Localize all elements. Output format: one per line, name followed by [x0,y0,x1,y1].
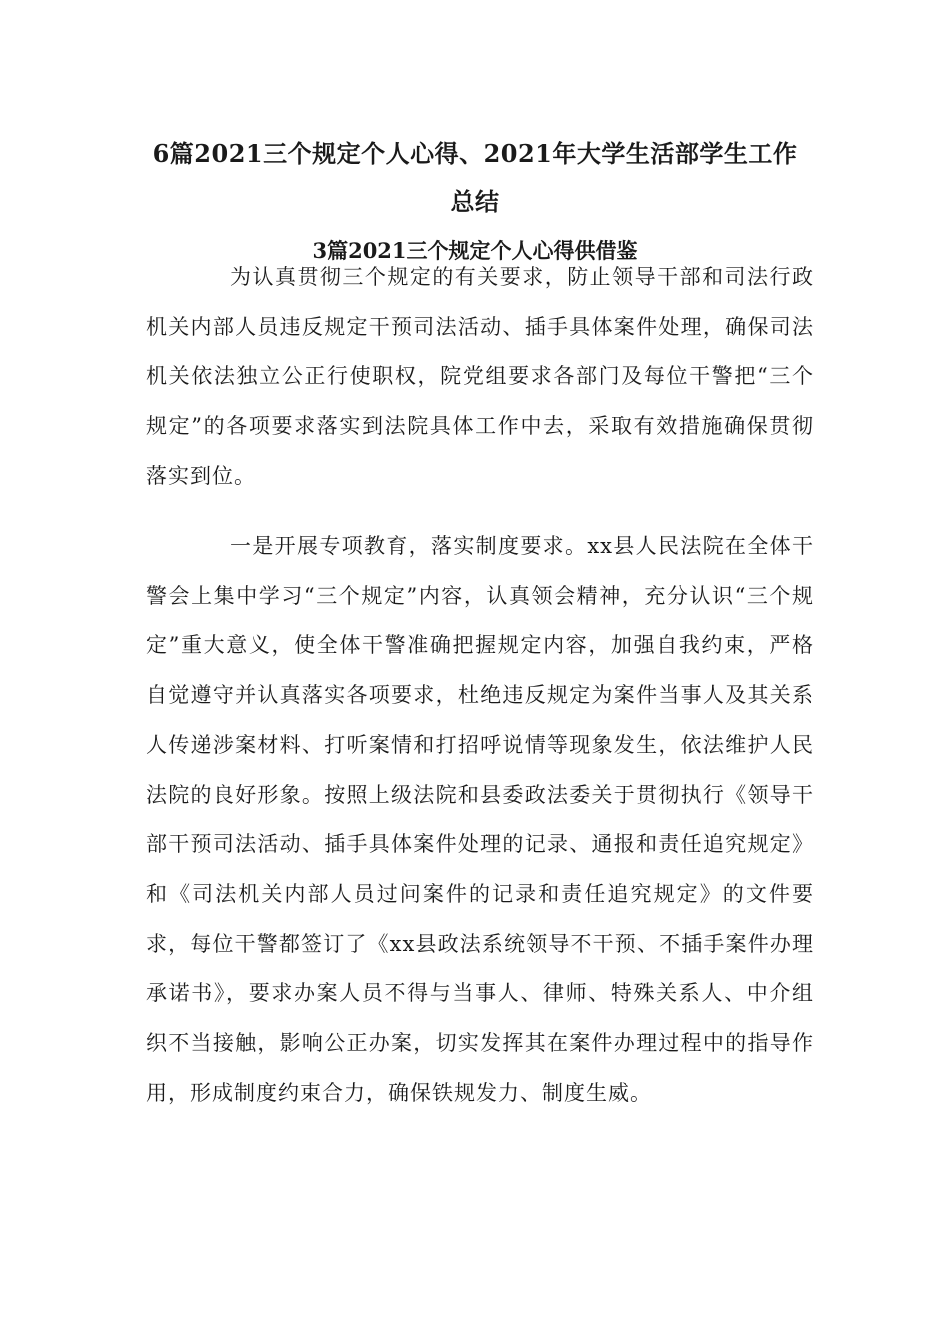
body-paragraph-2: 一是开展专项教育，落实制度要求。xx县人民法院在全体干警会上集中学习“三个规定”内容，认真领会精神，充分认识“三个规定”重大意义，使全体干警准确把握规定内容，加强自我约束，严格自觉遵守并认真落实各项要求，杜绝违反规定为案件当事人及其关系人传递涉案材料、打听案情和打招呼说情等现象发生，依法维护人民法院的良好形象。按照上级法院和县委政法委关于贯彻执行《领导干部干预司法活动、插手具体案件处理的记录、通报和责任追究规定》和《司法机关内部人员过问案件的记录和责任追究规定》的文件要求，每位干警都签订了《xx县政法系统领导不干预、不插手案件办理承诺书》，要求办案人员不得与当事人、律师、特殊关系人、中介组织不当接触，影响公正办案，切实发挥其在案件办理过程中的指导作用，形成制度约束合力，确保铁规发力、制度生威。 [146,534,814,1105]
document-title-line-1: 6篇2021三个规定个人心得、2021年大学生活部学生工作 [152,139,798,168]
document-subtitle: 3篇2021三个规定个人心得供借鉴 [312,238,638,263]
body-paragraph-1: 为认真贯彻三个规定的有关要求，防止领导干部和司法行政机关内部人员违反规定干预司法活动、插手具体案件处理，确保司法机关依法独立公正行使职权，院党组要求各部门及每位干警把“三个规定”的各项要求落实到法院具体工作中去，采取有效措施确保贯彻落实到位。 [146,265,814,488]
document-title-line-2: 总结 [450,187,500,216]
